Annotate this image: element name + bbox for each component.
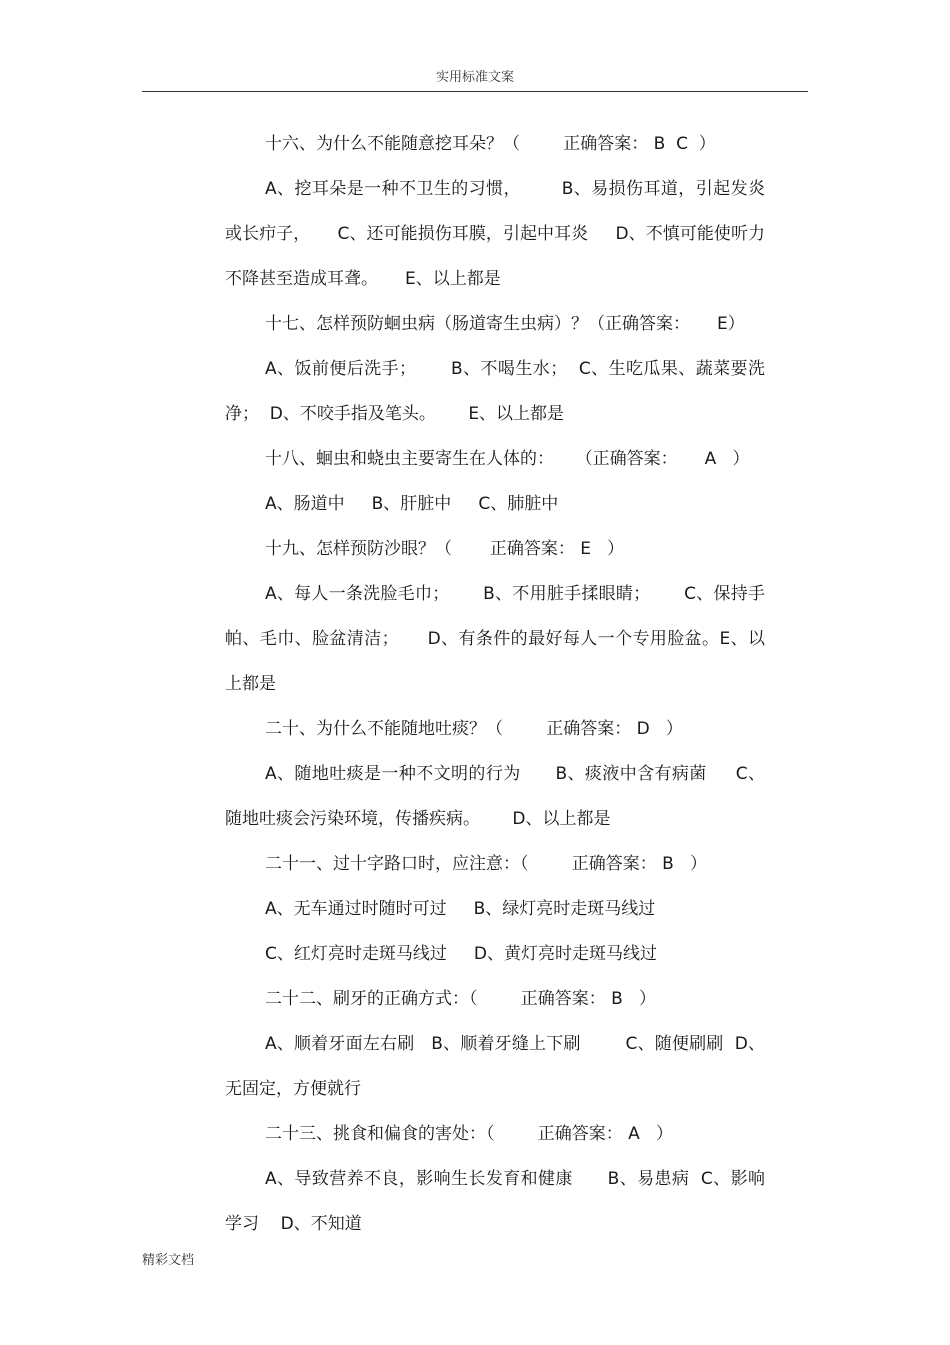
options-17: A、饭前便后洗手； B、不喝生水； C、生吃瓜果、蔬菜要洗净； D、不咬手指及笔头。 E、以上都是 [225,359,765,424]
document-body [225,122,765,1247]
options-21-cd: C、红灯亮时走斑马线过 D、黄灯亮时走斑马线过 [265,944,657,964]
question-19: 十九、怎样预防沙眼？（ 正确答案： E ） [265,539,625,559]
options-19: A、每人一条洗脸毛巾； B、不用脏手揉眼睛； C、保持手帕、毛巾、脸盆清洁； D、有条件的最好每人一个专用脸盆。E、以上都是 [225,584,765,694]
question-22: 二十二、刷牙的正确方式：（ 正确答案： B ） [265,989,657,1009]
page-footer: 精彩文档 [142,1253,195,1268]
question-16: 十六、为什么不能随意挖耳朵？（ 正确答案： B C ） [265,134,716,154]
options-23: A、导致营养不良，影响生长发育和健康 B、易患病 C、影响学习 D、不知道 [225,1169,765,1234]
question-17: 十七、怎样预防蛔虫病（肠道寄生虫病）？（正确答案： E） [265,314,745,334]
options-21-ab: A、无车通过时随时可过 B、绿灯亮时走斑马线过 [265,899,656,919]
question-23: 二十三、挑食和偏食的害处：（ 正确答案： A ） [265,1124,673,1144]
options-16: A、挖耳朵是一种不卫生的习惯， B、易损伤耳道，引起发炎或长疖子， C、还可能损伤耳膜，引起中耳炎 D、不慎可能使听力不降甚至造成耳聋。 E、以上都是 [225,179,765,289]
question-20: 二十、为什么不能随地吐痰？（ 正确答案： D ） [265,719,683,739]
options-22: A、顺着牙面左右刷 B、顺着牙缝上下刷 C、随便刷刷 D、无固定，方便就行 [225,1034,765,1099]
options-20: A、随地吐痰是一种不文明的行为 B、痰液中含有病菌 C、随地吐痰会污染环境，传播疾病。 D、以上都是 [225,764,765,829]
page-header: 实用标准文案 [435,70,514,85]
question-18: 十八、蛔虫和蛲虫主要寄生在人体的： （正确答案： A ） [265,449,750,469]
options-18: A、肠道中 B、肝脏中 C、肺脏中 [265,494,559,514]
question-21: 二十一、过十字路口时，应注意：（ 正确答案： B ） [265,854,708,874]
header-divider [142,91,808,92]
